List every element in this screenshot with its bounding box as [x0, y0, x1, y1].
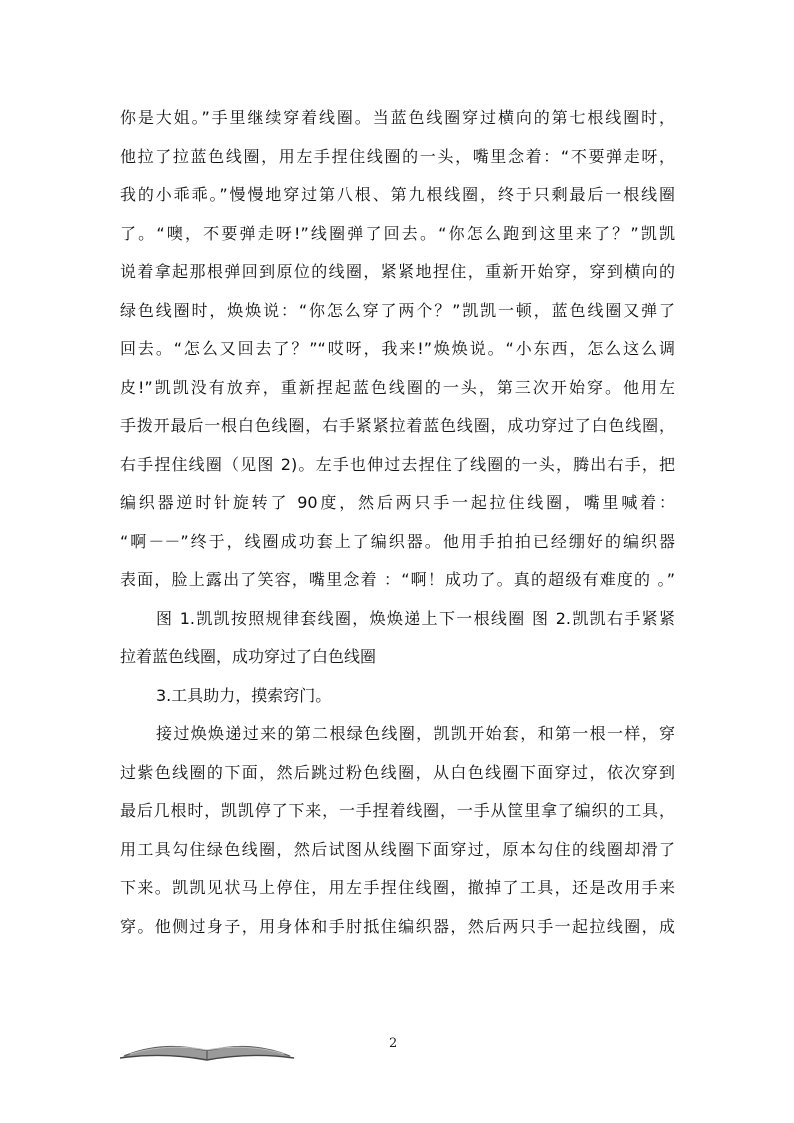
text-line: 编织器逆时针旋转了 90度，然后两只手一起拉住线圈，嘴里喊着： — [120, 493, 675, 512]
figure-caption-line: 图 1.凯凯按照规律套线圈，焕焕递上下一根线圈 图 2.凯凯右手紧紧 — [156, 608, 675, 628]
text-line: 用工具勾住绿色线圈，然后试图从线圈下面穿过，原本勾住的线圈却滑了 — [120, 839, 675, 859]
text-line: 说着拿起那根弹回到原位的线圈，紧紧地捏住，重新开始穿，穿到横向的 — [120, 262, 675, 281]
text-line: 他拉了拉蓝色线圈，用左手捏住线圈的一头，嘴里念着：“不要弹走呀， — [120, 146, 675, 166]
page-number: 2 — [389, 1036, 398, 1051]
figure-caption-line: 拉着蓝色线圈，成功穿过了白色线圈 — [120, 647, 377, 666]
open-book-icon — [118, 1032, 296, 1062]
text-line: 右手捏住线圈（见图 2)。左手也伸过去捏住了线圈的一头，腾出右手，把 — [120, 454, 675, 474]
text-line: 接过焕焕递过来的第二根绿色线圈，凯凯开始套，和第一根一样，穿 — [156, 724, 675, 743]
body-text — [120, 99, 675, 946]
text-line: 过紫色线圈的下面，然后跳过粉色线圈，从白色线圈下面穿过，依次穿到 — [120, 762, 675, 782]
text-line: 我的小乖乖。”慢慢地穿过第八根、第九根线圈，终于只剩最后一根线圈 — [120, 185, 675, 204]
text-line: 绿色线圈时，焕焕说：“你怎么穿了两个？”凯凯一顿，蓝色线圈又弹了 — [120, 300, 675, 320]
text-line: 穿。他侧过身子，用身体和手肘抵住编织器，然后两只手一起拉线圈，成 — [120, 916, 675, 936]
text-line: 皮!”凯凯没有放弃，重新捏起蓝色线圈的一头，第三次开始穿。他用左 — [120, 377, 675, 397]
text-line: 下来。凯凯见状马上停住，用左手捏住线圈，撤掉了工具，还是改用手来 — [120, 878, 675, 897]
text-line: 你是大姐。”手里继续穿着线圈。当蓝色线圈穿过横向的第七根线圈时， — [120, 108, 675, 127]
text-line: 手拨开最后一根白色线圈，右手紧紧拉着蓝色线圈，成功穿过了白色线圈， — [120, 416, 675, 435]
text-line: 了。“噢，不要弹走呀!”线圈弹了回去。“你怎么跑到这里来了？”凯凯 — [120, 223, 675, 243]
text-line: “啊－－”终于，线圈成功套上了编织器。他用手拍拍已经绷好的编织器 — [120, 531, 675, 551]
page-footer — [0, 1020, 794, 1080]
text-line: 最后几根时，凯凯停了下来，一手捏着线圈，一手从筐里拿了编织的工具， — [120, 801, 675, 820]
text-line: 回去。“怎么又回去了？”“哎呀，我来!”焕焕说。“小东西，怎么这么调 — [120, 339, 675, 358]
text-line: 表面，脸上露出了笑容，嘴里念着 ：“啊！成功了。真的超级有难度的 。” — [120, 570, 675, 589]
section-heading: 3.工具助力，摸索窍门。 — [156, 685, 332, 705]
